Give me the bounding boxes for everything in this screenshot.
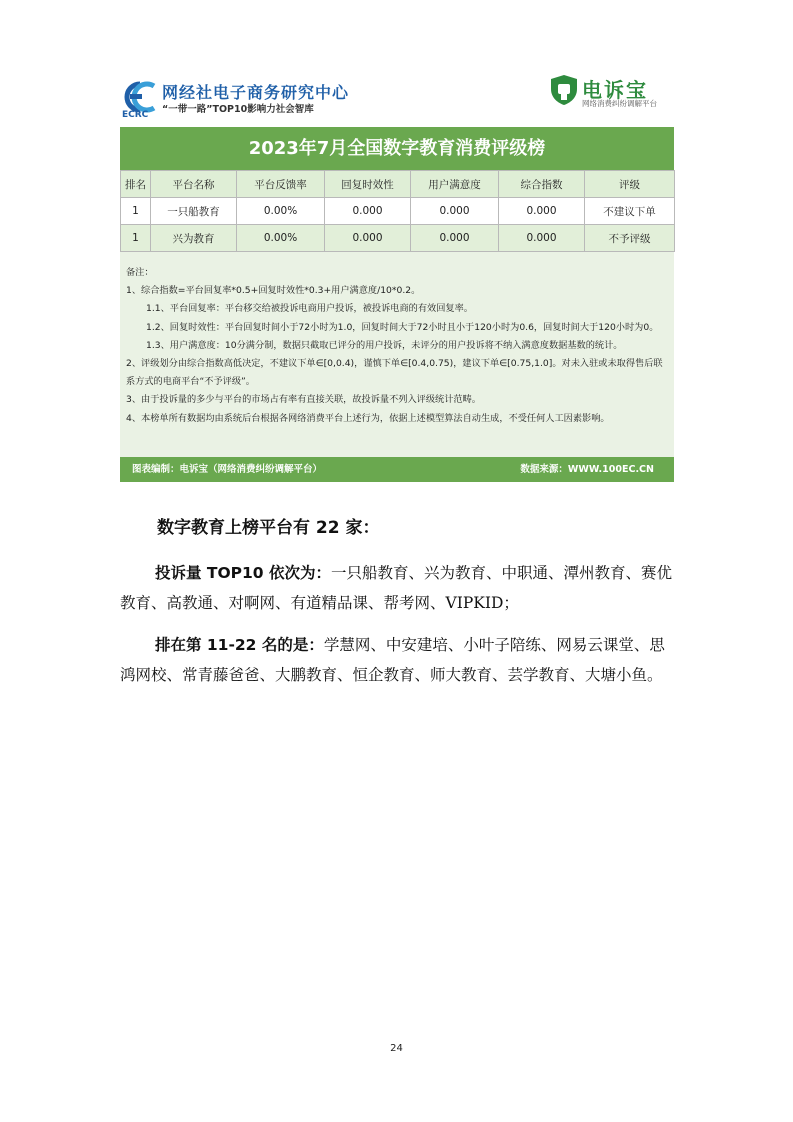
note-2: 2、评级划分由综合指数高低决定，不建议下单∈[0,0.4)，谨慎下单∈[0.4,0.75)，建议下单∈[0.75,1.0]。对未入驻或未取得售后联系方式的电商平台“不予评级”。 — [126, 358, 663, 388]
note-1-2: 1.2、回复时效性：平台回复时间小于72小时为1.0，回复时间大于72小时且小于120小时为0.6，回复时间大于120小时为0。 — [146, 321, 659, 333]
table-cell: 0.00% — [237, 198, 325, 225]
table-cell: 0.000 — [499, 198, 585, 225]
rating-board — [120, 127, 674, 482]
footer-compiler: 图表编制：电诉宝（网络消费纠纷调解平台） — [132, 464, 323, 475]
paragraph-rank-11-22 — [120, 630, 676, 690]
table-row — [121, 225, 675, 252]
board-title: 2023年7月全国数字教育消费评级榜 — [120, 127, 674, 170]
column-header: 综合指数 — [499, 171, 585, 198]
column-header: 排名 — [121, 171, 151, 198]
section-heading: 数字教育上榜平台有 22 家： — [157, 518, 380, 538]
table-cell: 一只船教育 — [151, 198, 237, 225]
note-3: 3、由于投诉量的多少与平台的市场占有率有直接关联，故投诉量不列入评级统计范畴。 — [126, 394, 481, 406]
column-header: 回复时效性 — [325, 171, 411, 198]
note-1: 1、综合指数=平台回复率*0.5+回复时效性*0.3+用户满意度/10*0.2。 — [126, 285, 421, 297]
column-header: 用户满意度 — [411, 171, 499, 198]
table-cell: 不予评级 — [585, 225, 675, 252]
dsb-name: 电诉宝 — [582, 78, 648, 102]
table-cell: 0.000 — [325, 225, 411, 252]
note-4: 4、本榜单所有数据均由系统后台根据各网络消费平台上述行为，依据上述模型算法自动生成，不受任何人工因素影响。 — [126, 412, 610, 424]
table-header-row — [121, 171, 675, 198]
paragraph-text: 一只船教育、兴为教育、中职通、潭州教育、赛优教育、高教通、对啊网、有道精品课、帮考网、VIPKID； — [120, 564, 672, 612]
table-cell: 1 — [121, 198, 151, 225]
note-1-1: 1.1、平台回复率：平台移交给被投诉电商用户投诉，被投诉电商的有效回复率。 — [146, 303, 473, 315]
page-number: 24 — [390, 1043, 403, 1054]
column-header: 平台反馈率 — [237, 171, 325, 198]
shield-fist-icon — [550, 74, 578, 106]
note-1-3: 1.3、用户满意度：10分满分制，数据只截取已评分的用户投诉，未评分的用户投诉将不纳入满意度数据基数的统计。 — [146, 339, 623, 351]
ecrc-name: 网经社电子商务研究中心 — [162, 83, 350, 102]
table-row — [121, 198, 675, 225]
footer-source: 数据来源：WWW.100EC.CN — [520, 464, 654, 475]
page-header — [120, 72, 675, 122]
column-header: 评级 — [585, 171, 675, 198]
ecrc-logo-icon — [120, 80, 160, 114]
dsb-subtitle: 网络消费纠纷调解平台 — [582, 99, 657, 108]
table-cell: 0.00% — [237, 225, 325, 252]
dsb-logo — [550, 72, 675, 118]
table-cell: 1 — [121, 225, 151, 252]
table-cell: 0.000 — [499, 225, 585, 252]
paragraph-top10 — [120, 558, 676, 618]
table-notes — [126, 264, 670, 428]
ecrc-logo — [120, 72, 380, 120]
table-cell: 兴为教育 — [151, 225, 237, 252]
table-cell: 0.000 — [325, 198, 411, 225]
ecrc-abbr: ECRC — [122, 110, 149, 120]
table-cell: 0.000 — [411, 198, 499, 225]
notes-label: 备注： — [126, 267, 154, 278]
table-cell: 不建议下单 — [585, 198, 675, 225]
paragraph-text: 学慧网、中安建培、小叶子陪练、网易云课堂、思鸿网校、常青藤爸爸、大鹏教育、恒企教育、师大教育、芸学教育、大塘小鱼。 — [120, 636, 665, 684]
board-footer — [120, 457, 674, 482]
rating-table — [120, 170, 675, 252]
paragraph-lead: 排在第 11-22 名的是： — [155, 636, 324, 654]
ecrc-slogan: “一带一路”TOP10影响力社会智库 — [162, 104, 314, 115]
table-cell: 0.000 — [411, 225, 499, 252]
column-header: 平台名称 — [151, 171, 237, 198]
paragraph-lead: 投诉量 TOP10 依次为： — [155, 564, 331, 582]
